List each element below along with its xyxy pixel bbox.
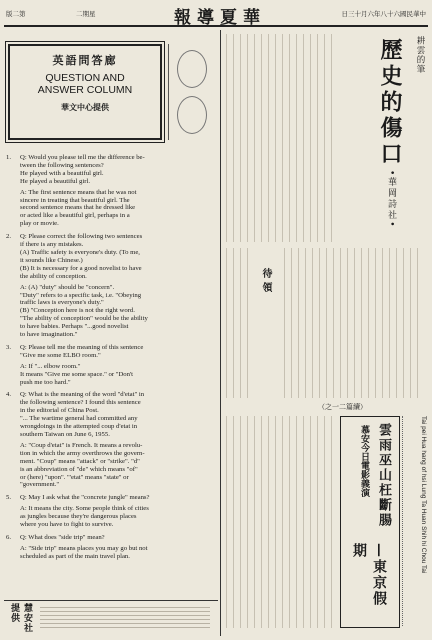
answer-line — [20, 307, 212, 315]
qa-item — [6, 391, 212, 489]
answer-line-text: (B) "Conception here is not the right word. — [20, 307, 135, 315]
question-line-text: (A) Traffic safety is everyone's duty. (To me, — [20, 248, 140, 256]
answer-line-text: play or movie. — [20, 220, 59, 228]
answer-line-text: tion in which the army overthrows the govern- — [20, 449, 145, 457]
question-line-text: southern Taiwan on June 6, 1955. — [20, 431, 110, 438]
answer-line — [20, 371, 212, 379]
qa-item — [6, 344, 212, 387]
answer-line-text: It means "Give me some space." or "Don't — [20, 370, 134, 378]
question-line — [20, 407, 212, 415]
issue-date: 日三十月六年八十六國民華中 — [341, 10, 426, 18]
answer-line-text: as jungles because they're dangerous places — [20, 513, 137, 521]
answer-line-text: "Duty" refers to a specific task, i.e. "Obeying — [20, 291, 142, 299]
qa-title-english-1: QUESTION AND — [45, 72, 125, 84]
answer-line — [20, 204, 212, 212]
question-line — [20, 534, 212, 542]
answer-line — [20, 481, 212, 489]
question-line — [20, 162, 212, 170]
qa-number: 4. — [6, 391, 12, 399]
question-line-text: "... The wartime general had committed any — [20, 415, 138, 423]
qa-item — [6, 534, 212, 561]
question-line-text: Would you please tell me the difference be- — [28, 154, 145, 161]
column-divider — [220, 30, 221, 636]
answer-line — [20, 331, 212, 339]
answer-label: A: — [20, 505, 27, 513]
answer-line-text: or (here) "upon". "'etat" means "state" or — [20, 473, 129, 481]
answer-line-text: sincere in treating that beautiful girl. The — [20, 196, 130, 204]
question-line — [20, 352, 212, 360]
question-line-text: What is the meaning of the word "d'etat" in — [28, 391, 145, 399]
question-line — [20, 178, 212, 186]
question-line — [20, 170, 212, 178]
movie-tokyo-title: —東京假期 — [351, 543, 387, 607]
newspaper-title: 報導夏華 — [174, 8, 266, 28]
question-text — [20, 494, 212, 502]
answer-line-text: traffic laws is everyone's duty." — [20, 299, 104, 307]
question-line — [20, 265, 212, 273]
series-label: 耕雲的筆 — [415, 36, 425, 74]
qa-title-english-2: ANSWER COLUMN — [37, 84, 133, 96]
qa-number: 1. — [6, 154, 12, 161]
answer-line — [20, 292, 212, 300]
answer-text — [20, 284, 212, 339]
article-text-3 — [284, 248, 424, 398]
question-line — [20, 399, 212, 407]
question-line-text: He played a beautiful girl. — [20, 177, 91, 185]
question-line-text: May I ask what the "concrete jungle" means? — [28, 494, 150, 502]
question-line-text: Please correct the following two sentences — [28, 233, 143, 241]
question-line — [20, 423, 212, 431]
question-text — [20, 391, 212, 438]
article-text-2 — [226, 248, 254, 398]
question-line-text: What does "side trip" mean? — [28, 533, 105, 541]
qa-item — [6, 494, 212, 529]
part-label: （之一二篇續） — [318, 403, 367, 411]
question-line — [20, 415, 212, 423]
decorative-ornament — [168, 44, 213, 140]
qa-number: 3. — [6, 343, 12, 351]
romanized-strip: Tai pei Hua hang of hsi Lung Ta Huan Shih hi Chou Tai — [402, 416, 427, 626]
question-line — [20, 344, 212, 352]
question-line-text: He played with a beautiful girl. — [20, 169, 104, 177]
question-line — [20, 241, 212, 249]
question-line-text: the ability of conception. — [20, 272, 87, 280]
question-line — [20, 257, 212, 265]
answer-line — [20, 212, 212, 220]
answer-line-text: "The ability of conception" would be the ability — [20, 315, 148, 323]
weekday: 二期星 — [76, 10, 96, 18]
question-text — [20, 344, 212, 360]
answer-line-text: push me too hard." — [20, 378, 71, 386]
question-label: Q: — [20, 343, 27, 351]
answer-text — [20, 545, 212, 561]
question-text — [20, 534, 212, 542]
answer-line-text: to have imagination." — [20, 331, 78, 339]
answer-line-text: ment. "Coup" means "attack" or "strike". "d" — [20, 457, 140, 465]
answer-line — [20, 466, 212, 474]
answer-text — [20, 363, 212, 387]
answer-label: A: — [20, 441, 27, 449]
qa-number: 5. — [6, 494, 12, 502]
article-text-1 — [226, 34, 336, 242]
qa-number: 6. — [6, 533, 12, 541]
question-line-text: it sounds like Chinese.) — [20, 256, 83, 264]
answer-line-text: "Coup d'etat" is French. It means a revolu- — [28, 441, 143, 449]
answer-label: A: — [20, 188, 27, 196]
question-line — [20, 233, 212, 241]
answer-line — [20, 189, 212, 197]
question-line — [20, 391, 212, 399]
article-author: •華岡詩社• — [386, 170, 396, 229]
question-line-text: tween the following sentences? — [20, 161, 104, 169]
answer-line — [20, 513, 212, 521]
question-line-text: (B) It is necessary for a good novelist to have — [20, 264, 142, 272]
footer-sponsor: 慧安社提供 — [9, 603, 32, 633]
answer-line — [20, 315, 212, 323]
qa-column — [4, 30, 218, 636]
question-label: Q: — [20, 233, 27, 241]
answer-line-text: It means the city. Some people think of cities — [28, 505, 149, 513]
qa-item — [6, 154, 212, 228]
answer-line-text: to have babies. Perhaps "...good novelist — [20, 323, 129, 331]
qa-title-box — [8, 44, 162, 140]
answer-line — [20, 197, 212, 205]
question-line — [20, 494, 212, 502]
answer-line — [20, 521, 212, 529]
question-line — [20, 273, 212, 281]
answer-line — [20, 220, 212, 228]
answer-line — [20, 474, 212, 482]
question-line-text: Please tell me the meaning of this sentence — [28, 343, 144, 351]
answer-line-text: where you have to fight to survive. — [20, 521, 114, 529]
question-line-text: wrongdoings in the attempted coup d'etat in — [20, 423, 138, 431]
answer-label: A: — [20, 544, 27, 552]
masthead — [4, 3, 428, 27]
answer-line — [20, 363, 212, 371]
question-line — [20, 431, 212, 439]
answer-text — [20, 505, 212, 529]
footer-left — [4, 600, 218, 635]
qa-title-chinese: 英語問答廊 — [52, 54, 118, 67]
qa-number: 2. — [6, 233, 12, 241]
answer-line — [20, 545, 212, 553]
question-line-text: in the editorial of China Post. — [20, 407, 99, 415]
poem-title: 待領 — [260, 268, 271, 296]
answer-text — [20, 189, 212, 229]
answer-line — [20, 379, 212, 387]
answer-line-text: or acted like a beautiful girl, perhaps in a — [20, 212, 130, 220]
chinese-column — [222, 30, 428, 636]
answer-line-text: "Side trip" means places you may go but not — [28, 544, 148, 552]
answer-line — [20, 553, 212, 561]
question-text — [20, 233, 212, 280]
answer-line-text: The first sentence means that he was not — [28, 188, 137, 196]
movie-subtitle: 慕安今日電影義演 — [359, 425, 369, 497]
answer-line-text: scheduled as part of the main travel plan. — [20, 552, 130, 560]
answer-line-text: is an abbreviation of "de" which means "of" — [20, 465, 138, 473]
question-line-text: the following sentence? I found this sentence — [20, 399, 141, 407]
answer-line-text: "government." — [20, 481, 60, 489]
answer-line-text: (A) "duty" should be "concern". — [28, 283, 115, 291]
answer-line-text: second sentence means that he dressed like — [20, 204, 136, 212]
answer-line — [20, 442, 212, 450]
answer-text — [20, 442, 212, 489]
movie-feature-box — [340, 416, 400, 628]
article-title: 歷史的傷口 — [377, 38, 403, 168]
qa-provider: 華文中心提供 — [61, 102, 109, 112]
qa-list — [6, 154, 212, 566]
answer-label: A: — [20, 283, 27, 291]
page-number: 版二第 — [6, 10, 26, 18]
answer-line — [20, 450, 212, 458]
question-label: Q: — [20, 533, 27, 541]
question-label: Q: — [20, 494, 27, 502]
movie-title: 雲雨巫山枉斷腸 — [376, 423, 391, 528]
question-text — [20, 154, 212, 186]
answer-line-text: If "... elbow room." — [28, 362, 81, 370]
question-label: Q: — [20, 154, 27, 161]
question-line-text: "Give me some ELBO room." — [20, 351, 101, 359]
footer-text-block — [40, 607, 210, 631]
answer-line — [20, 299, 212, 307]
question-line — [20, 154, 212, 162]
answer-line — [20, 284, 212, 292]
qa-item — [6, 233, 212, 339]
answer-line — [20, 505, 212, 513]
answer-label: A: — [20, 362, 27, 370]
question-label: Q: — [20, 391, 27, 399]
answer-line — [20, 323, 212, 331]
question-line-text: if there is any mistakes. — [20, 241, 84, 249]
question-line — [20, 249, 212, 257]
answer-line — [20, 458, 212, 466]
